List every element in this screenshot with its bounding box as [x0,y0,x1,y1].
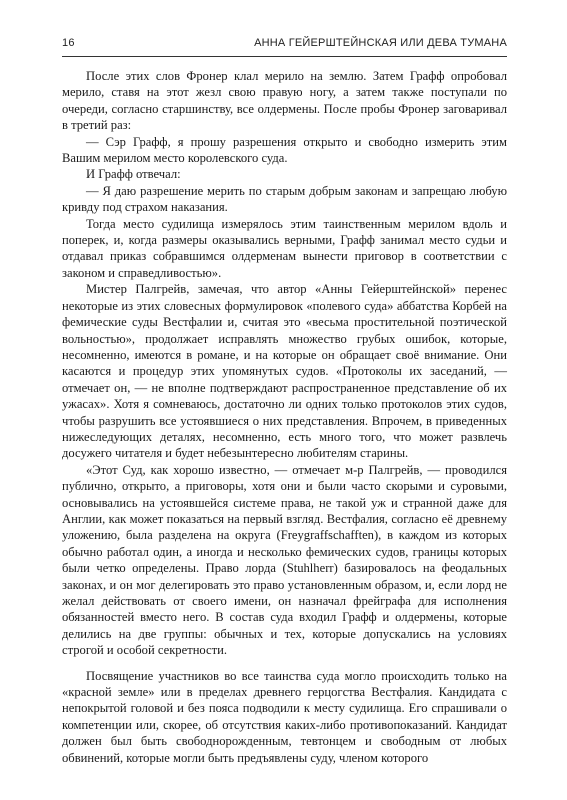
running-head [62,37,507,53]
page-number: 16 [62,37,75,49]
paragraph: «Этот Суд, как хорошо известно, — отмечает м-р Палгрейв, — проводился публично, открыто, а приговоры, хотя они и были часто скорыми и суровыми, основывались на устоявшейся системе права, не такой уж и странной даже для Англии, как может показаться на первый взгляд. Вестфалия, согласно её древнему уложению, была разделена на округа (Freygraffschafften), в каждом из которых обычно работал один, а иногда и несколько фемических судов, границы которых были четко определены. Право лорда (Stuhlherr) базировалось на феодальных законах, и он мог делегировать это право установленным образом, и, если лорд не желал действовать от своего имени, он назначал фрейграфа для исполнения обязанностей вместо него. В состав суда входил Графф и олдермены, которые делились на две группы: обычных и тех, которые допускались на условиях строгой и особой секретности. [62,462,507,658]
paragraph: — Я даю разрешение мерить по старым добрым законам и запрещаю любую кривду под страхом наказания. [62,183,507,215]
paragraph: Посвящение участников во все таинства суда могло происходить только на «красной земле» или в пределах древнего герцогства Вестфалия. Кандидата с непокрытой головой и без пояса подводили к месту судилища. Его спрашивали о компетенции или, скорее, об отсутствия каких-либо противопоказаний. Кандидат должен был быть свободнорожденным, тевтонцем и свободным от любых обвинений, которые могли быть предъявлены суду, членом которого [62,668,507,765]
running-title: АННА ГЕЙЕРШТЕЙНСКАЯ ИЛИ ДЕВА ТУМАНА [254,37,507,49]
body-text [62,68,507,766]
paragraph: Мистер Палгрейв, замечая, что автор «Анны Гейерштейнской» перенес некоторые из этих словесных формулировок «полевого суда» аббатства Корбей на фемические суды Вестфалии и, считая это «весьма простительной поэтической вольностью», продолжает исправлять множество грубых ошибок, которые, несомненно, имеются в романе, и на которые он обращает своё внимание. Они касаются и процедур этих упомянутых судов. «Протоколы их заседаний, — отмечает он, — не вполне подтверждают распространенное представление об их ужасах». Хотя я сомневаюсь, достаточно ли одних только протоколов этих судов, чтобы разрушить все устоявшиеся о них представления. Впрочем, в приведенных нижеследующих деталях, несомненно, есть много того, что может развлечь досужего читателя и будет небезынтересно любителям старины. [62,282,507,461]
header-rule [62,56,507,57]
paragraph: После этих слов Фронер клал мерило на землю. Затем Графф опробовал мерило, ставя на этот жезл свою правую ногу, а затем также поступали по очереди, согласно старшинству, все олдермены. После пробы Фронер заговаривал в третий раз: [62,69,507,133]
paragraph: Тогда место судилища измерялось этим таинственным мерилом вдоль и поперек, и, когда размеры оказывались верными, Графф занимал место судьи и отдавал приказ собравшимся олдерменам вынести приговор в соответствии с законом и справедливостью». [62,216,507,280]
paragraph: И Графф отвечал: [86,167,181,182]
paragraph: — Сэр Графф, я прошу разрешения открыто и свободно измерить этим Вашим мерилом место королевского суда. [62,134,507,166]
